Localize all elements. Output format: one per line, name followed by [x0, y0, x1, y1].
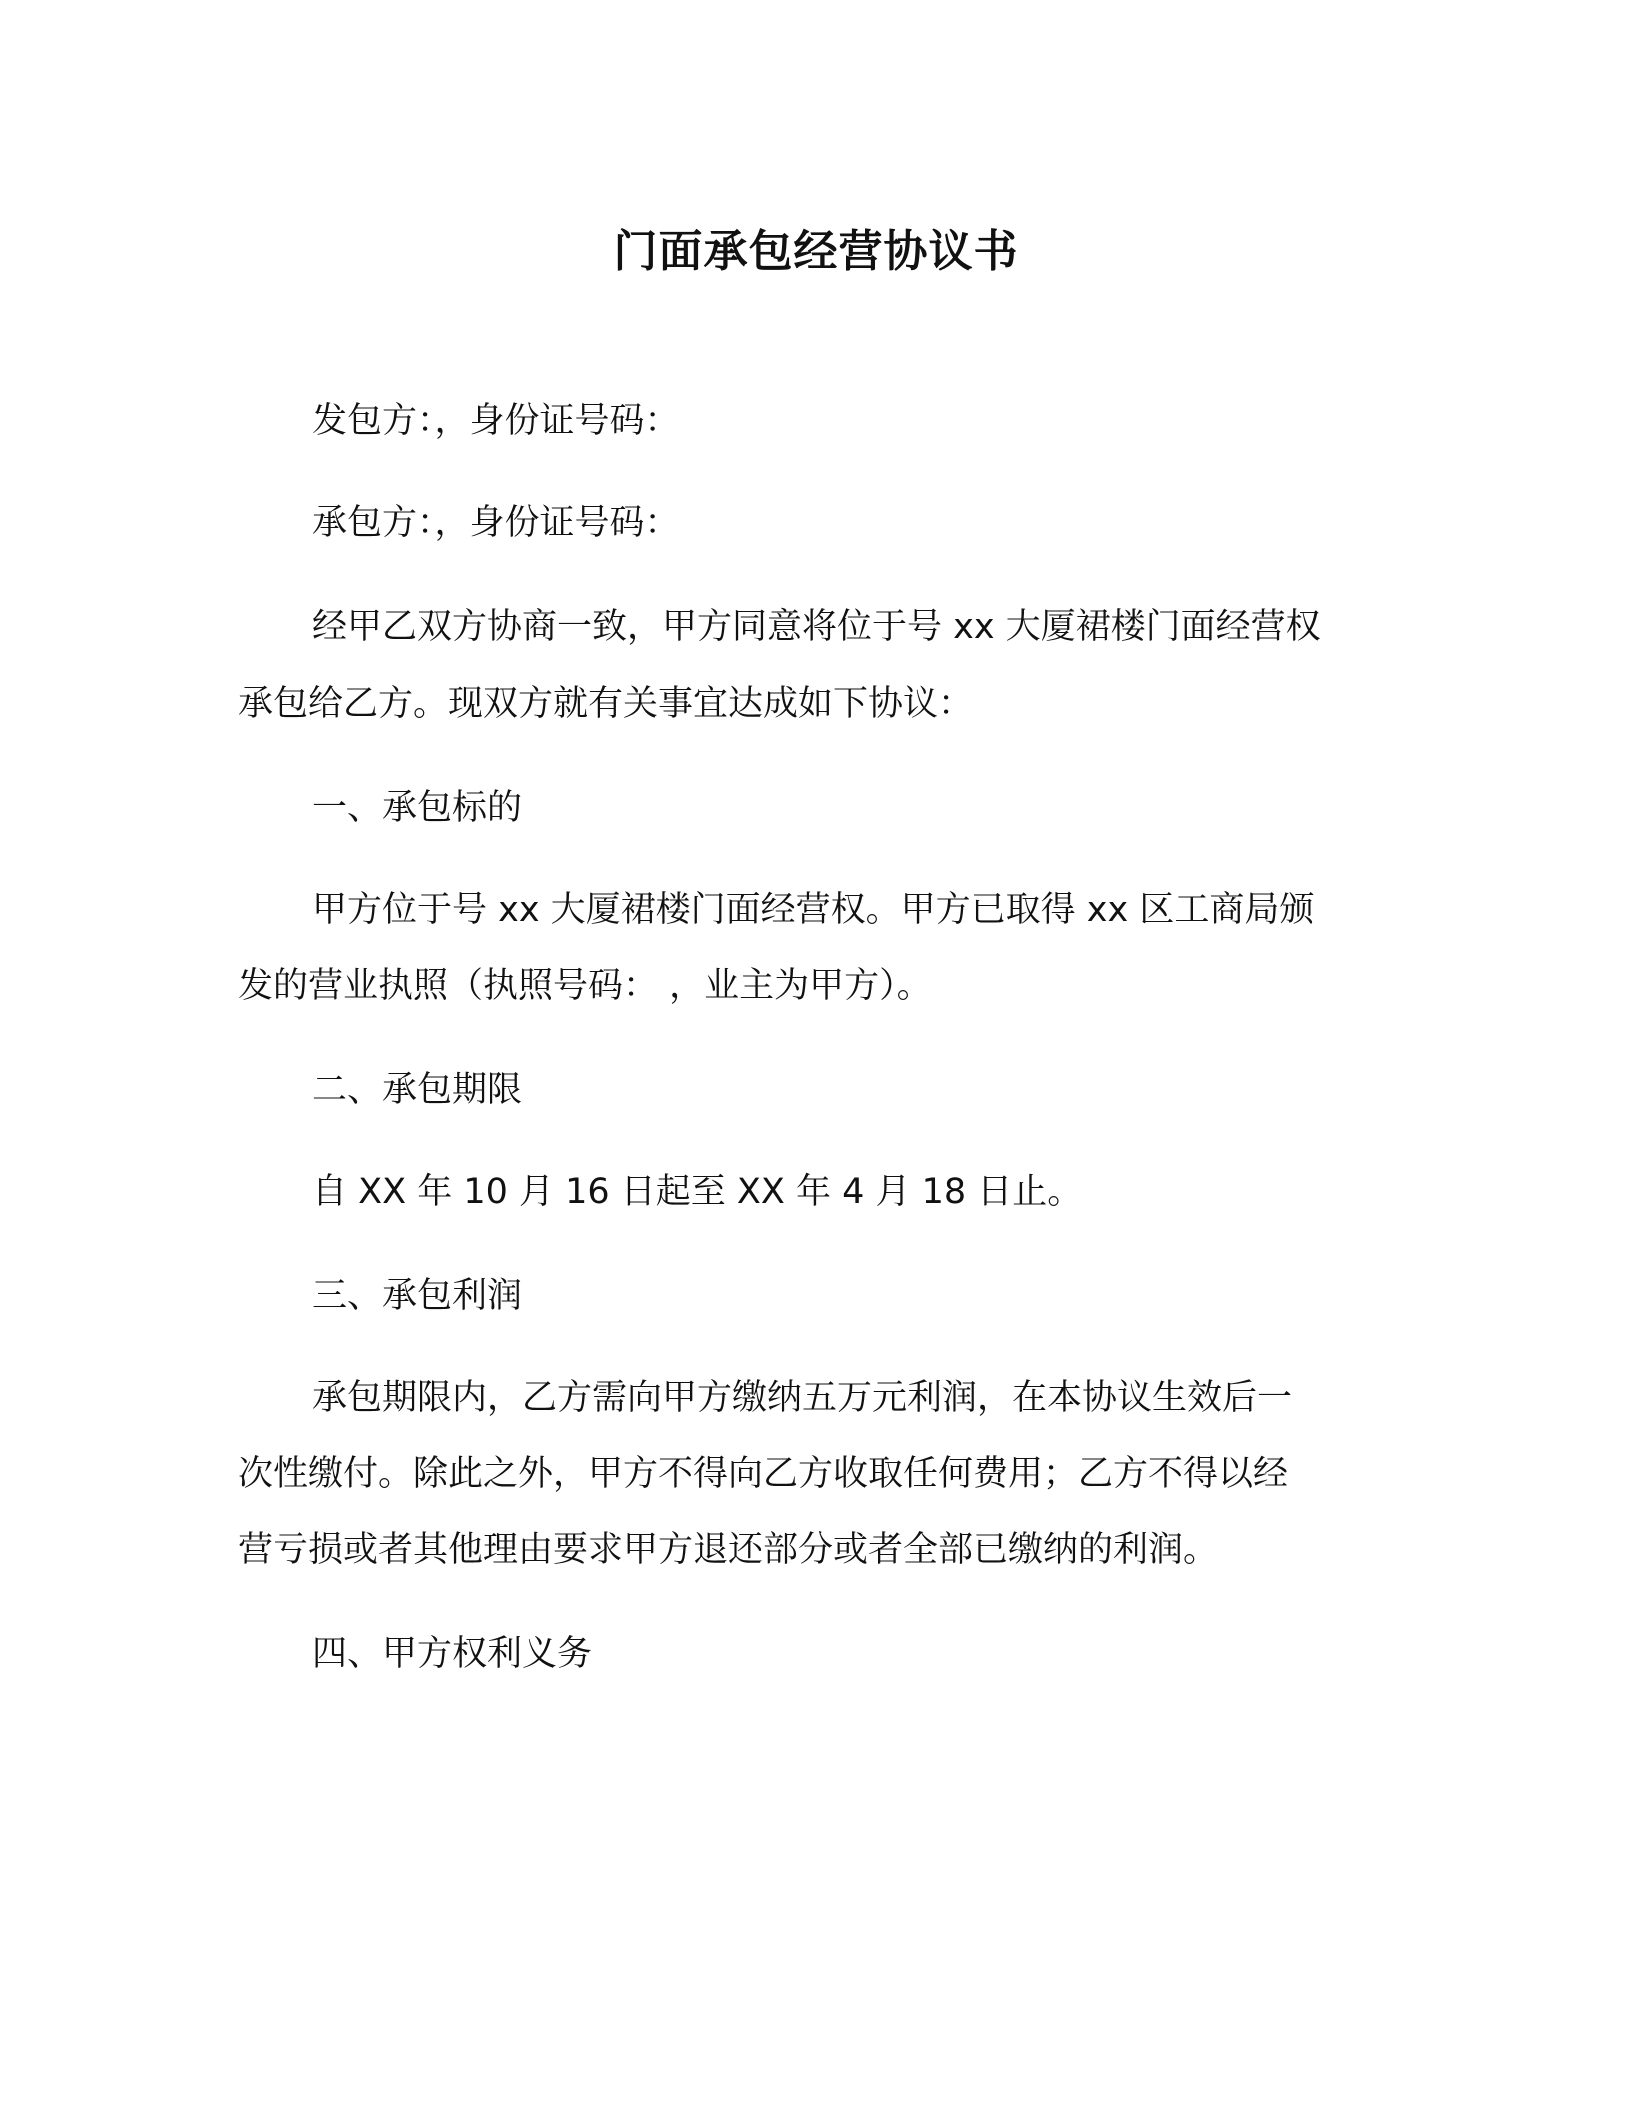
- intro-line-1: 经甲乙双方协商一致，甲方同意将位于号 xx 大厦裙楼门面经营权: [312, 607, 1321, 647]
- intro-line-2: 承包给乙方。现双方就有关事宜达成如下协议：: [238, 684, 974, 724]
- document-title: 门面承包经营协议书: [613, 226, 1019, 277]
- section-3-line-1: 承包期限内，乙方需向甲方缴纳五万元利润，在本协议生效后一: [312, 1378, 1293, 1418]
- party-a-line: 发包方：，身份证号码：: [312, 401, 680, 441]
- section-1-line-1: 甲方位于号 xx 大厦裙楼门面经营权。甲方已取得 xx 区工商局颁: [312, 890, 1315, 930]
- section-3-line-3: 营亏损或者其他理由要求甲方退还部分或者全部已缴纳的利润。: [238, 1530, 1219, 1570]
- section-1-line-2: 发的营业执照（执照号码： ，业主为甲方）。: [238, 966, 932, 1006]
- party-b-line: 承包方：，身份证号码：: [312, 503, 680, 543]
- section-heading-4: 四、甲方权利义务: [312, 1634, 593, 1674]
- section-heading-3: 三、承包利润: [312, 1276, 523, 1316]
- section-heading-2: 二、承包期限: [312, 1070, 523, 1110]
- section-3-line-2: 次性缴付。除此之外，甲方不得向乙方收取任何费用；乙方不得以经: [238, 1454, 1289, 1494]
- section-2-line-1: 自 XX 年 10 月 16 日起至 XX 年 4 月 18 日止。: [312, 1172, 1083, 1212]
- section-heading-1: 一、承包标的: [312, 788, 523, 828]
